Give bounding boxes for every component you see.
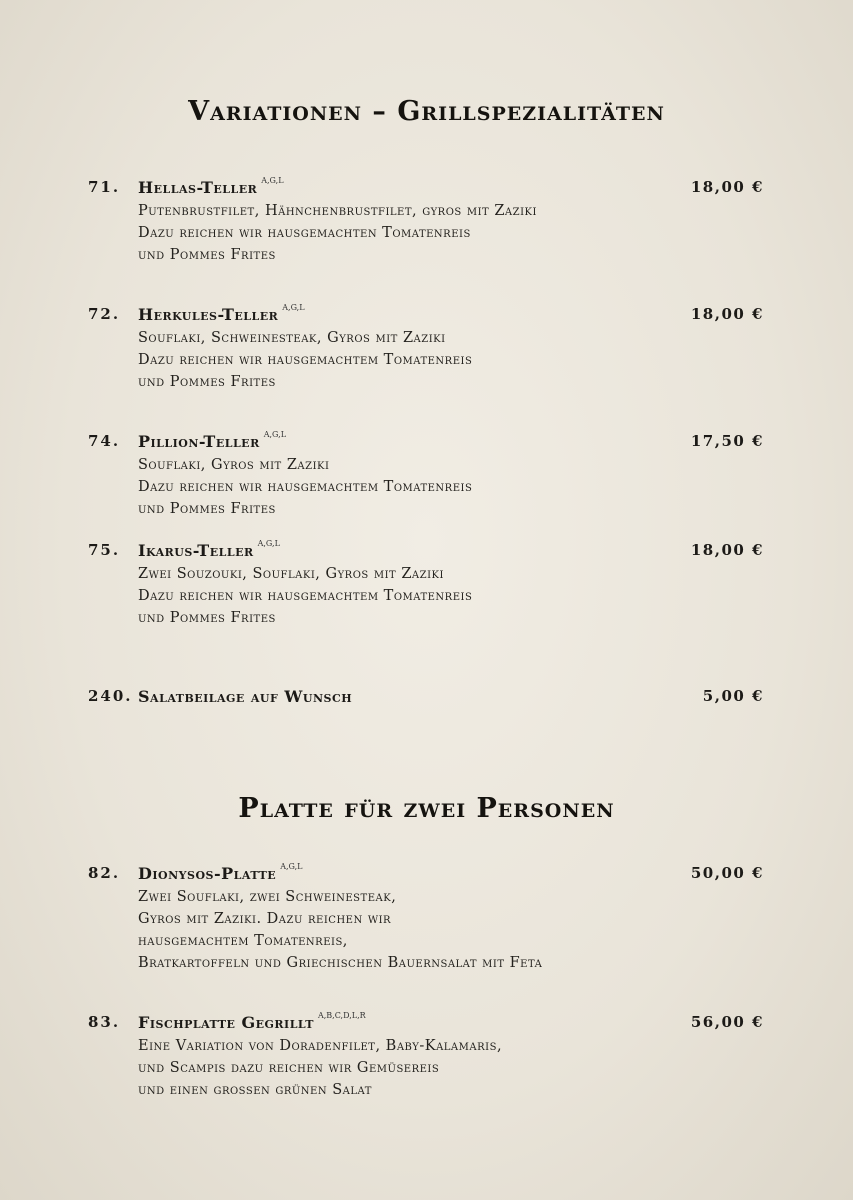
item-price: 56,00 € (690, 1013, 764, 1031)
section-title-grill: Variationen – Grillspezialitäten (188, 96, 665, 127)
item-price: 18,00 € (690, 305, 764, 323)
item-name: Herkules-Teller $^{A,G,L}$ (138, 303, 305, 324)
item-price: 5,00 € (702, 687, 764, 705)
item-name: Hellas-Teller $^{A,G,L}$ (138, 176, 284, 197)
item-price: 50,00 € (690, 864, 764, 882)
item-price: 18,00 € (690, 541, 764, 559)
allergen-codes: A,B,C,D,L,R (317, 1011, 366, 1020)
allergen-codes: A,G,L (280, 862, 303, 871)
allergen-codes: A,G,L (257, 539, 280, 548)
item-description: Souflaki, Schweinesteak, Gyros mit Zaziki Dazu reichen wir hausgemachtem Tomatenreis und Pommes Frites (138, 330, 473, 390)
item-description: Souflaki, Gyros mit Zaziki Dazu reichen wir hausgemachtem Tomatenreis und Pommes Frites (138, 457, 473, 517)
section-title-platter: Platte für zwei Personen (238, 793, 615, 824)
item-number: 72. (88, 305, 121, 323)
item-price: 18,00 € (690, 178, 764, 196)
item-name: Salatbeilage auf Wunsch (138, 687, 353, 706)
allergen-codes: A,G,L (261, 176, 284, 185)
item-description: Zwei Souflaki, zwei Schweinesteak, Gyros mit Zaziki. Dazu reichen wir hausgemachtem Tomatenreis, Bratkartoffeln und Griechischen Bauernsalat mit Feta (138, 889, 543, 971)
item-name: Ikarus-Teller $^{A,G,L}$ (138, 539, 280, 560)
item-name: Pillion-Teller $^{A,G,L}$ (138, 430, 286, 451)
item-description: Zwei Souzouki, Souflaki, Gyros mit Zaziki Dazu reichen wir hausgemachtem Tomatenreis und Pommes Frites (138, 566, 473, 626)
item-number: 75. (88, 541, 121, 559)
item-description: Eine Variation von Doradenfilet, Baby-Kalamaris, und Scampis dazu reichen wir Gemüsereis und einen grossen grünen Salat (138, 1038, 503, 1098)
item-number: 74. (88, 432, 121, 450)
item-name: Fischplatte Gegrillt $^{A,B,C,D,L,R}$ (138, 1011, 366, 1032)
item-number: 83. (88, 1013, 121, 1031)
item-number: 240. (88, 687, 133, 705)
item-description: Putenbrustfilet, Hähnchenbrustfilet, gyros mit Zaziki Dazu reichen wir hausgemachten Tomatenreis und Pommes Frites (138, 203, 537, 263)
item-price: 17,50 € (690, 432, 764, 450)
allergen-codes: A,G,L (263, 430, 286, 439)
item-number: 71. (88, 178, 121, 196)
item-name: Dionysos-Platte $^{A,G,L}$ (138, 862, 303, 883)
allergen-codes: A,G,L (282, 303, 305, 312)
item-number: 82. (88, 864, 121, 882)
